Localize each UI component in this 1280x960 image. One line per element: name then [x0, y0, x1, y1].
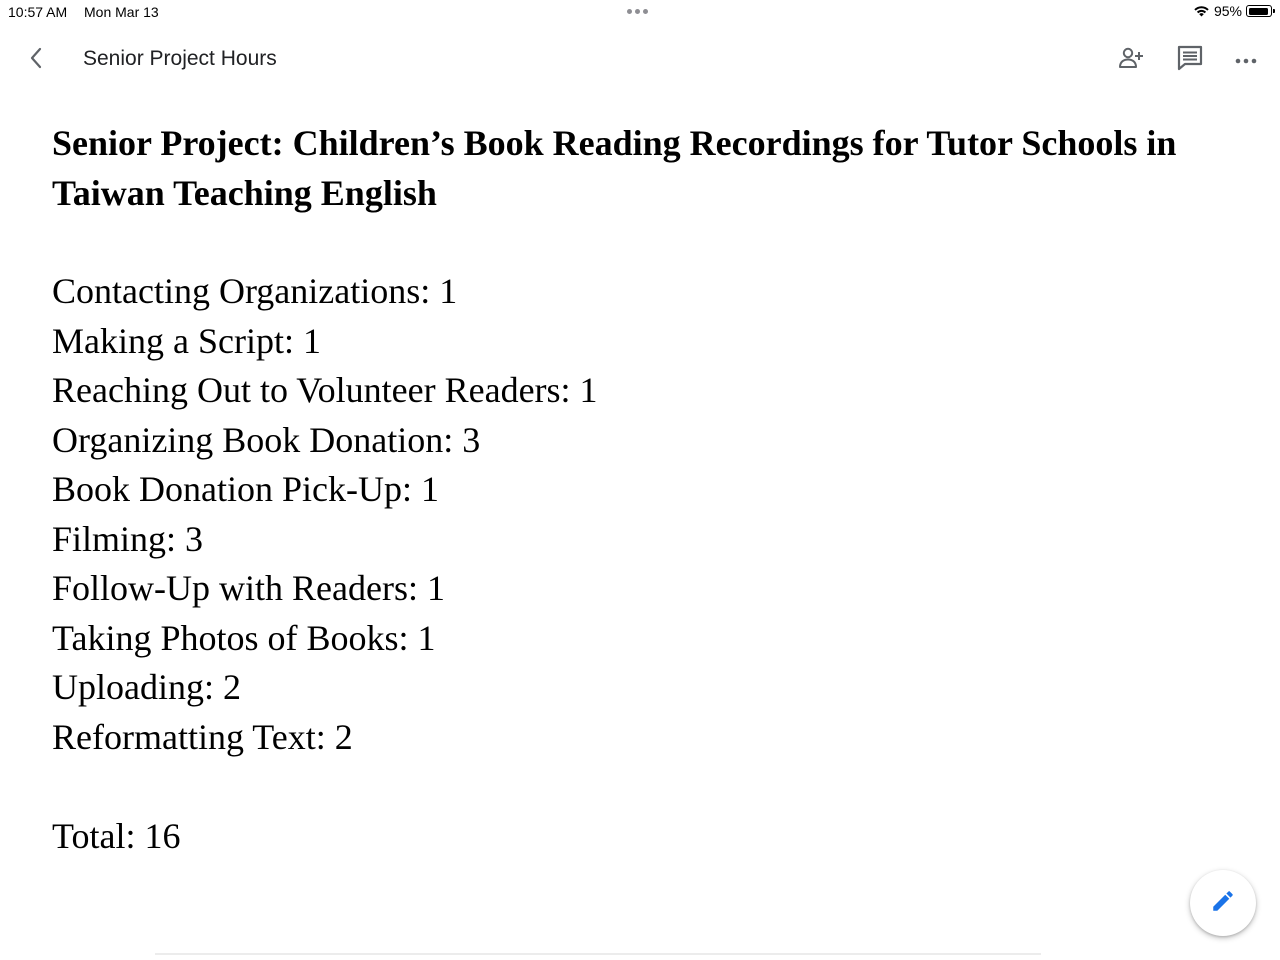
battery-percent: 95%	[1213, 3, 1242, 19]
status-bar	[0, 0, 1280, 24]
status-time: 10:57 AM	[8, 4, 68, 20]
chevron-left-icon	[29, 47, 43, 74]
battery-fill	[1249, 8, 1269, 15]
pencil-edit-icon	[1210, 888, 1236, 919]
hours-item: Contacting Organizations: 1	[52, 271, 458, 311]
bottom-divider	[155, 953, 1041, 955]
hours-item: Uploading: 2	[52, 667, 241, 707]
wifi-icon	[1193, 5, 1210, 17]
total-hours: Total: 16	[52, 815, 181, 856]
battery-icon	[1246, 5, 1272, 17]
multitasking-dots-icon[interactable]	[627, 9, 648, 14]
hours-list	[52, 267, 1242, 762]
document-heading: Senior Project: Children’s Book Reading Recordings for Tutor Schools in Taiwan Teaching English	[52, 123, 1177, 213]
more-button[interactable]	[1230, 44, 1262, 76]
hours-item: Taking Photos of Books: 1	[52, 617, 436, 658]
hours-item: Organizing Book Donation: 3	[52, 419, 481, 460]
more-horizontal-icon	[1235, 51, 1257, 69]
share-button[interactable]	[1116, 44, 1148, 76]
comment-button[interactable]	[1174, 44, 1206, 76]
hours-item: Reaching Out to Volunteer Readers: 1	[52, 370, 598, 410]
hours-item: Making a Script: 1	[52, 320, 321, 361]
document-title: Senior Project Hours	[83, 47, 277, 70]
app-bar	[0, 32, 1280, 88]
add-person-icon	[1117, 46, 1147, 75]
comment-icon	[1177, 45, 1203, 76]
document-body[interactable]	[52, 118, 1242, 861]
status-indicators	[1193, 3, 1272, 19]
hours-item: Book Donation Pick-Up: 1	[52, 469, 439, 509]
edit-button[interactable]	[1190, 870, 1256, 936]
hours-item: Reformatting Text: 2	[52, 716, 353, 757]
status-date: Mon Mar 13	[84, 4, 159, 20]
back-button[interactable]	[20, 44, 52, 76]
hours-item: Filming: 3	[52, 518, 204, 559]
hours-item: Follow-Up with Readers: 1	[52, 568, 445, 608]
